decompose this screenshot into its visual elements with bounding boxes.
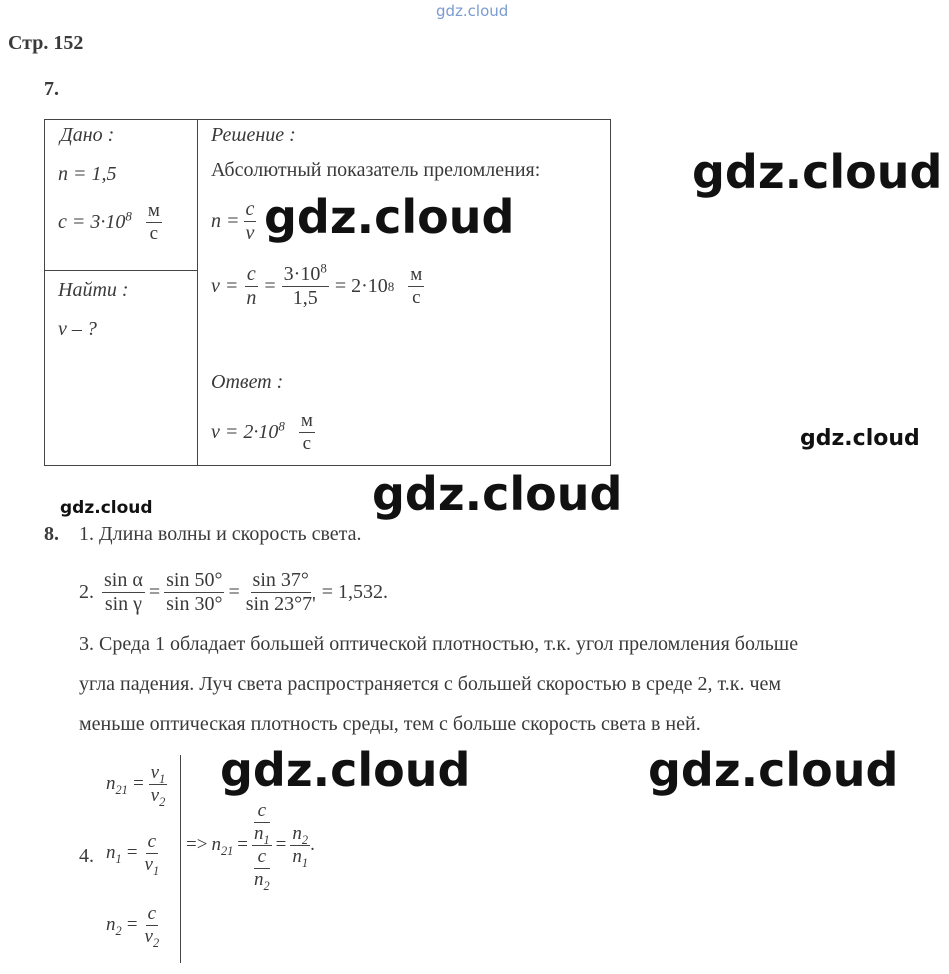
system-eq-n21: $n_{21}$ = $\frac{v_1}{v_2}$ bbox=[106, 762, 166, 809]
find-label: Найти : bbox=[58, 279, 129, 301]
task8-point3-line2: угла падения. Луч света распространяется с большей скоростью в среде 2, т.к. чем bbox=[79, 673, 782, 695]
system-result: => $n_{21}$ = c $n_1$ c $n_2$ = $\frac{n_2}{n_1}$ . bbox=[186, 800, 315, 893]
system-eq-n1: $n_1$ = $\frac{c}{v_1}$ bbox=[106, 831, 160, 878]
given-label: Дано : bbox=[60, 124, 115, 146]
watermark-top: gdz.cloud bbox=[436, 2, 509, 20]
watermark: gdz.cloud bbox=[372, 467, 623, 521]
given-c: $c = 3\cdot 10^8$ $\frac{м}{с}$ bbox=[58, 200, 160, 244]
task8-point1: 1. Длина волны и скорость света. bbox=[79, 523, 362, 545]
task8-point3-line3: меньше оптическая плотность среды, тем с больше скорость света в ней. bbox=[79, 713, 701, 735]
task8-point2: 2. $\frac{\text{sin α}}{\text{sin γ}}$ = $\frac{\sin 50^\circ}{\sin 30^\circ}$ = $\frac{\sin 37^\circ}{\sin 23^\circ 7'}$ = 1,532. bbox=[79, 569, 388, 615]
formula-n: n = $\frac{c}{v}$ bbox=[211, 198, 255, 244]
task8-point4-prefix: 4. bbox=[79, 845, 94, 867]
watermark: gdz.cloud bbox=[60, 498, 153, 518]
watermark: gdz.cloud bbox=[220, 743, 471, 797]
watermark: gdz.cloud bbox=[800, 426, 920, 451]
watermark: gdz.cloud bbox=[648, 743, 899, 797]
page-header: Стр. 152 bbox=[8, 32, 84, 54]
watermark: gdz.cloud bbox=[264, 190, 515, 244]
answer-label: Ответ : bbox=[211, 371, 284, 393]
given-n: n = 1,5 bbox=[58, 163, 117, 185]
answer-value: $v = 2\cdot 10^8$ $\frac{м}{с}$ bbox=[211, 410, 313, 454]
watermark: gdz.cloud bbox=[692, 145, 943, 199]
task8-number: 8. bbox=[44, 523, 59, 545]
solution-label: Решение : bbox=[211, 124, 296, 146]
task8-point3-line1: 3. Среда 1 обладает большей оптической плотностью, т.к. угол преломления больше bbox=[79, 633, 799, 655]
formula-v: v = $\frac{c}{n}$ = $\frac{3\cdot 10^8}{1,5}$ = 2·10 8 $\frac{м}{с}$ bbox=[211, 260, 423, 309]
solution-line1: Абсолютный показатель преломления: bbox=[211, 159, 541, 181]
task7-number: 7. bbox=[44, 78, 59, 100]
table-row-divider bbox=[44, 270, 197, 271]
system-bar bbox=[180, 755, 181, 963]
system-eq-n2: $n_2$ = $\frac{c}{v_2}$ bbox=[106, 903, 160, 950]
table-column-divider bbox=[197, 119, 198, 466]
find-item: v – ? bbox=[58, 318, 97, 340]
